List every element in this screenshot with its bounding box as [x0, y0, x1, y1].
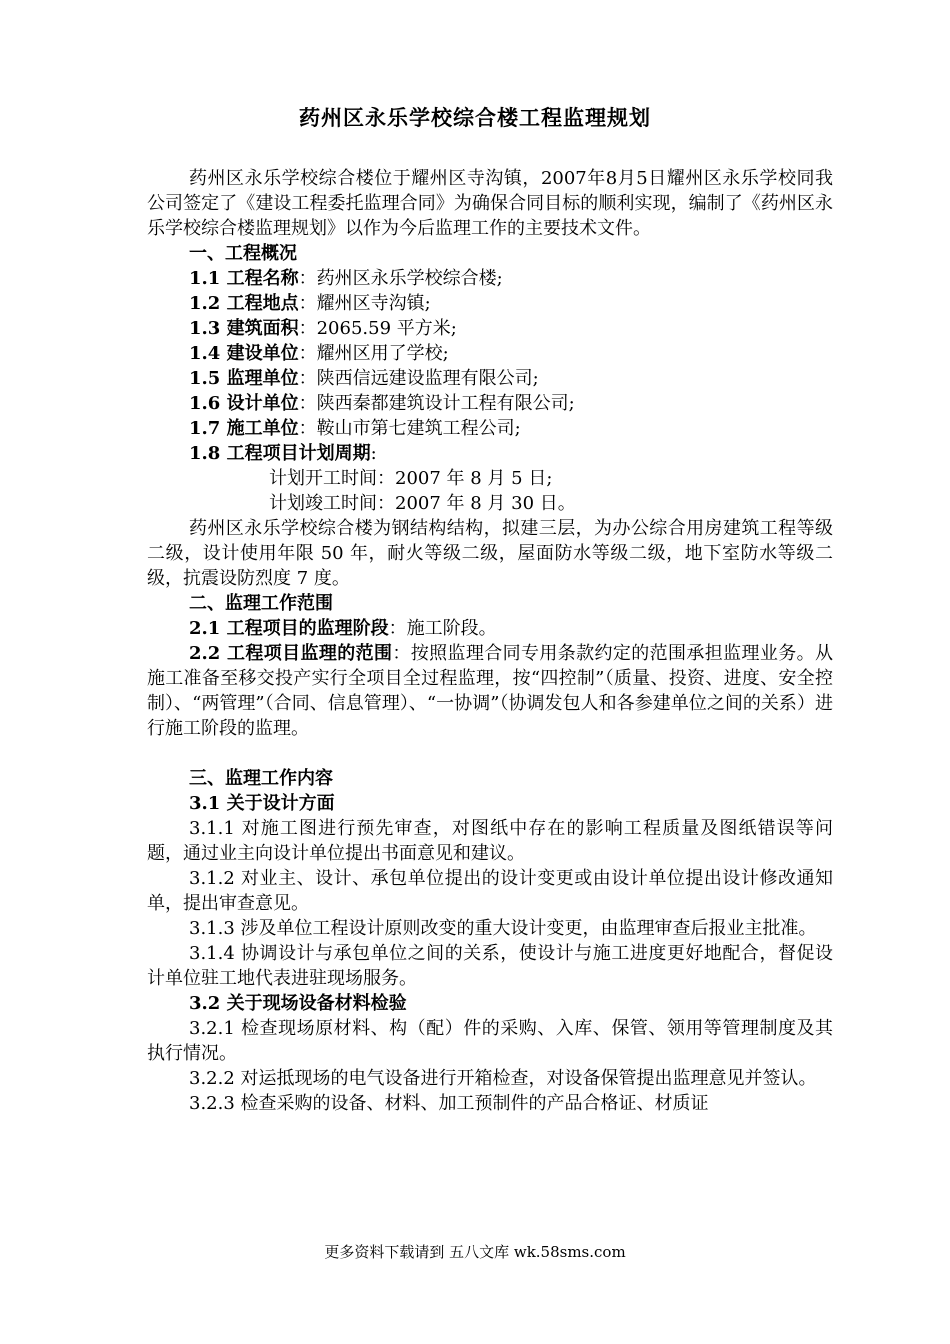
field-value: ：鞍山市第七建筑工程公司;: [298, 418, 521, 439]
document-title: 药州区永乐学校综合楼工程监理规划: [299, 105, 651, 130]
field-building-area: [147, 316, 833, 341]
field-schedule: [147, 441, 833, 466]
field-label: 1.7 施工单位: [189, 418, 299, 439]
project-description: 药州区永乐学校综合楼为钢结构结构，拟建三层，为办公综合用房建筑工程等级二级，设计使用年限 50 年，耐火等级二级，屋面防水等级二级，地下室防水等级二级，抗震设防烈度 7 度。: [147, 518, 833, 589]
schedule-end: 计划竣工时间：2007 年 8 月 30 日。: [269, 493, 576, 514]
field-project-location: [147, 291, 833, 316]
field-label: 1.4 建设单位: [189, 343, 299, 364]
document-body: [147, 166, 833, 1116]
field-value: ：耀州区用了学校;: [298, 343, 449, 364]
section-heading-content: 三、监理工作内容: [189, 768, 333, 789]
list-item: 3.1.3 涉及单位工程设计原则改变的重大设计变更，由监理审查后报业主批准。: [189, 918, 817, 939]
list-item: 3.1.4 协调设计与承包单位之间的关系，使设计与施工进度更好地配合，督促设计单位驻工地代表进驻现场服务。: [147, 943, 833, 989]
field-label: 2.2 工程项目监理的范围: [189, 643, 393, 664]
subsection-heading-design: 3.1 关于设计方面: [189, 793, 335, 814]
list-item: 3.1.1 对施工图进行预先审查，对图纸中存在的影响工程质量及图纸错误等问题，通过业主向设计单位提出书面意见和建议。: [147, 818, 833, 864]
field-value: ：按照监理合同专用条款约定的范围承担监理业务。从施工准备至移交投产实行全项目全过程监理，按“四控制”（质量、投资、进度、安全控制）、“两管理”（合同、信息管理）、“一协调”（协调发包人和各参建单位之间的关系）进行施工阶段的监理。: [147, 643, 833, 739]
field-owner: [147, 341, 833, 366]
field-value: ：陕西秦都建筑设计工程有限公司;: [298, 393, 575, 414]
list-item: 3.2.2 对运抵现场的电气设备进行开箱检查，对设备保管提出监理意见并签认。: [189, 1068, 817, 1089]
list-item: 3.2.3 检查采购的设备、材料、加工预制件的产品合格证、材质证: [189, 1093, 709, 1114]
field-contractor: [147, 416, 833, 441]
field-value: ：药州区永乐学校综合楼;: [298, 268, 503, 289]
field-designer: [147, 391, 833, 416]
field-label: 1.1 工程名称: [189, 268, 299, 289]
field-value: ：施工阶段。: [388, 618, 497, 639]
field-value: ：2065.59 平方米;: [298, 318, 457, 339]
section-heading-overview: 一、工程概况: [189, 243, 297, 264]
field-supervisor: [147, 366, 833, 391]
field-label: 1.8 工程项目计划周期: [189, 443, 371, 464]
field-project-name: [147, 266, 833, 291]
field-value: ：耀州区寺沟镇;: [298, 293, 431, 314]
subsection-heading-materials: 3.2 关于现场设备材料检验: [189, 993, 407, 1014]
blank-line: [147, 741, 833, 766]
field-label: 1.6 设计单位: [189, 393, 299, 414]
field-label: 1.5 监理单位: [189, 368, 299, 389]
scope-range: [147, 641, 833, 741]
section-heading-scope: 二、监理工作范围: [189, 593, 333, 614]
field-value: ：陕西信远建设监理有限公司;: [298, 368, 539, 389]
field-label: 1.2 工程地点: [189, 293, 299, 314]
field-label: 1.3 建筑面积: [189, 318, 299, 339]
page-footer: 更多资料下载请到 五八文库 wk.58sms.com: [324, 1243, 626, 1261]
schedule-start: 计划开工时间：2007 年 8 月 5 日;: [269, 468, 553, 489]
scope-stage: [147, 616, 833, 641]
intro-paragraph: 药州区永乐学校综合楼位于耀州区寺沟镇，2007年8月5日耀州区永乐学校同我公司签定了《建设工程委托监理合同》为确保合同目标的顺利实现，编制了《药州区永乐学校综合楼监理规划》以作为今后监理工作的主要技术文件。: [147, 168, 833, 239]
list-item: 3.2.1 检查现场原材料、构（配）件的采购、入库、保管、领用等管理制度及其执行情况。: [147, 1018, 833, 1064]
field-label: 2.1 工程项目的监理阶段: [189, 618, 389, 639]
field-value: :: [370, 443, 377, 464]
list-item: 3.1.2 对业主、设计、承包单位提出的设计变更或由设计单位提出设计修改通知单，提出审查意见。: [147, 868, 833, 914]
